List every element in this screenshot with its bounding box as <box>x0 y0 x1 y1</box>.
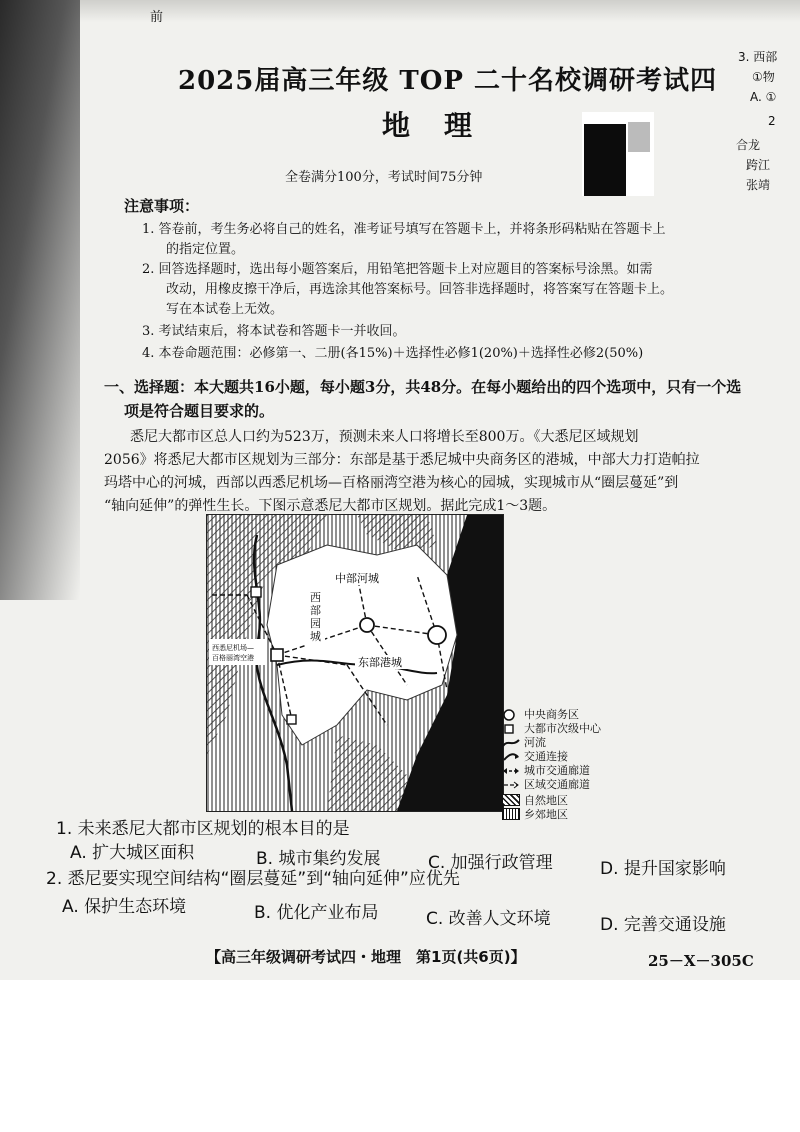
passage-line: “轴向延伸”的弹性生长。下图示意悉尼大都市区规划。据此完成1～3题。 <box>104 498 557 514</box>
score-time-line: 全卷满分100分，考试时间75分钟 <box>285 170 483 185</box>
legend-item-transport-link: 交通连接 <box>502 748 568 764</box>
edge-text: 张靖 <box>746 178 771 192</box>
label-airport-line2: 百格丽湾空港 <box>212 654 254 662</box>
map-graphic <box>207 515 503 811</box>
edge-text: 2 <box>768 114 776 128</box>
notice-item: 的指定位置。 <box>166 242 245 257</box>
cbd-central <box>360 618 374 632</box>
notice-item: 写在本试卷上无效。 <box>166 302 284 317</box>
sub-center-north <box>251 587 261 597</box>
edge-text: A. ① <box>750 90 777 104</box>
q2-option-a: A. 保护生态环境 <box>62 897 187 917</box>
question-1-stem: 1. 未来悉尼大都市区规划的根本目的是 <box>56 819 350 839</box>
page-footer: 【高三年级调研考试四・地理 第1页(共6页)】 <box>206 948 526 966</box>
notice-heading: 注意事项： <box>124 197 200 215</box>
passage-line: 玛塔中心的河城，西部以西悉尼机场—百格丽湾空港为核心的园城，实现城市从“圈层蔓延”到 <box>104 475 679 491</box>
page-shadow-left <box>0 0 80 600</box>
section-heading-line1: 一、选择题：本大题共16小题，每小题3分，共48分。在每小题给出的四个选项中，只有一个选 <box>104 378 742 396</box>
cbd-east <box>428 626 446 644</box>
q1-option-d: D. 提升国家影响 <box>600 859 726 879</box>
legend-item-regional-corridor: 区域交通廊道 <box>502 776 590 792</box>
passage-line: 悉尼大都市区总人口约为523万，预测未来人口将增长至800万。《大悉尼区域规划 <box>130 429 639 445</box>
legend-item-cbd: 中央商务区 <box>502 706 579 722</box>
sydney-plan-map <box>206 514 504 812</box>
notice-item: 改动，用橡皮擦干净后，再选涂其他答案标号。回答非选择题时，将答案写在答题卡上。 <box>166 282 674 297</box>
passage-line: 2056》将悉尼大都市区规划为三部分：东部是基于悉尼城中央商务区的港城，中部大力打造帕拉 <box>104 452 700 468</box>
notice-item: 3. 考试结束后，将本试卷和答题卡一并收回。 <box>142 324 406 339</box>
page-shadow-top <box>0 0 800 22</box>
legend-item-rural-area: 乡郊地区 <box>502 806 568 822</box>
exam-title: 2025届高三年级 TOP 二十名校调研考试四 <box>178 66 718 96</box>
q2-option-c: C. 改善人文环境 <box>426 909 551 929</box>
notice-item: 2. 回答选择题时，选出每小题答案后，用铅笔把答题卡上对应题目的答案标号涂黑。如需 <box>142 262 653 277</box>
edge-text: ①物 <box>752 70 775 84</box>
section-heading-line2: 项是符合题目要求的。 <box>124 402 275 420</box>
legend-item-subcenter: 大都市次级中心 <box>502 720 601 736</box>
next-page-edge <box>736 44 800 204</box>
q1-option-a: A. 扩大城区面积 <box>70 843 195 863</box>
q1-option-c: C. 加强行政管理 <box>428 853 553 873</box>
legend-item-natural-area: 自然地区 <box>502 792 568 808</box>
label-west-garden-city: 西部园城 <box>310 591 321 643</box>
header-note: 前 <box>150 10 164 25</box>
question-2-stem: 2. 悉尼要实现空间结构“圈层蔓延”到“轴向延伸”应优先 <box>46 869 460 889</box>
legend-item-river: 河流 <box>502 734 546 750</box>
sub-center-south <box>287 715 296 724</box>
label-east-harbour-city: 东部港城 <box>358 656 402 669</box>
edge-text: 合龙 <box>736 138 761 152</box>
label-airport-line1: 西悉尼机场— <box>212 644 254 652</box>
label-central-river-city: 中部河城 <box>335 572 379 585</box>
sub-center-airport <box>271 649 283 661</box>
paper-code: 25－X－305C <box>648 952 754 970</box>
barcode-redaction <box>582 112 654 196</box>
legend-item-urban-corridor: 城市交通廊道 <box>502 762 590 778</box>
notice-item: 1. 答卷前，考生务必将自己的姓名，准考证号填写在答题卡上，并将条形码粘贴在答题卡上 <box>142 222 666 237</box>
subject-title: 地理 <box>382 109 507 142</box>
q2-option-b: B. 优化产业布局 <box>254 903 379 923</box>
notice-item: 4. 本卷命题范围：必修第一、二册(各15%)＋选择性必修1(20%)＋选择性必修2(50%) <box>142 346 644 361</box>
q1-option-b: B. 城市集约发展 <box>256 849 381 869</box>
edge-text: 3. 西部 <box>738 50 778 64</box>
q2-option-d: D. 完善交通设施 <box>600 915 726 935</box>
edge-text: 跨江 <box>746 158 771 172</box>
